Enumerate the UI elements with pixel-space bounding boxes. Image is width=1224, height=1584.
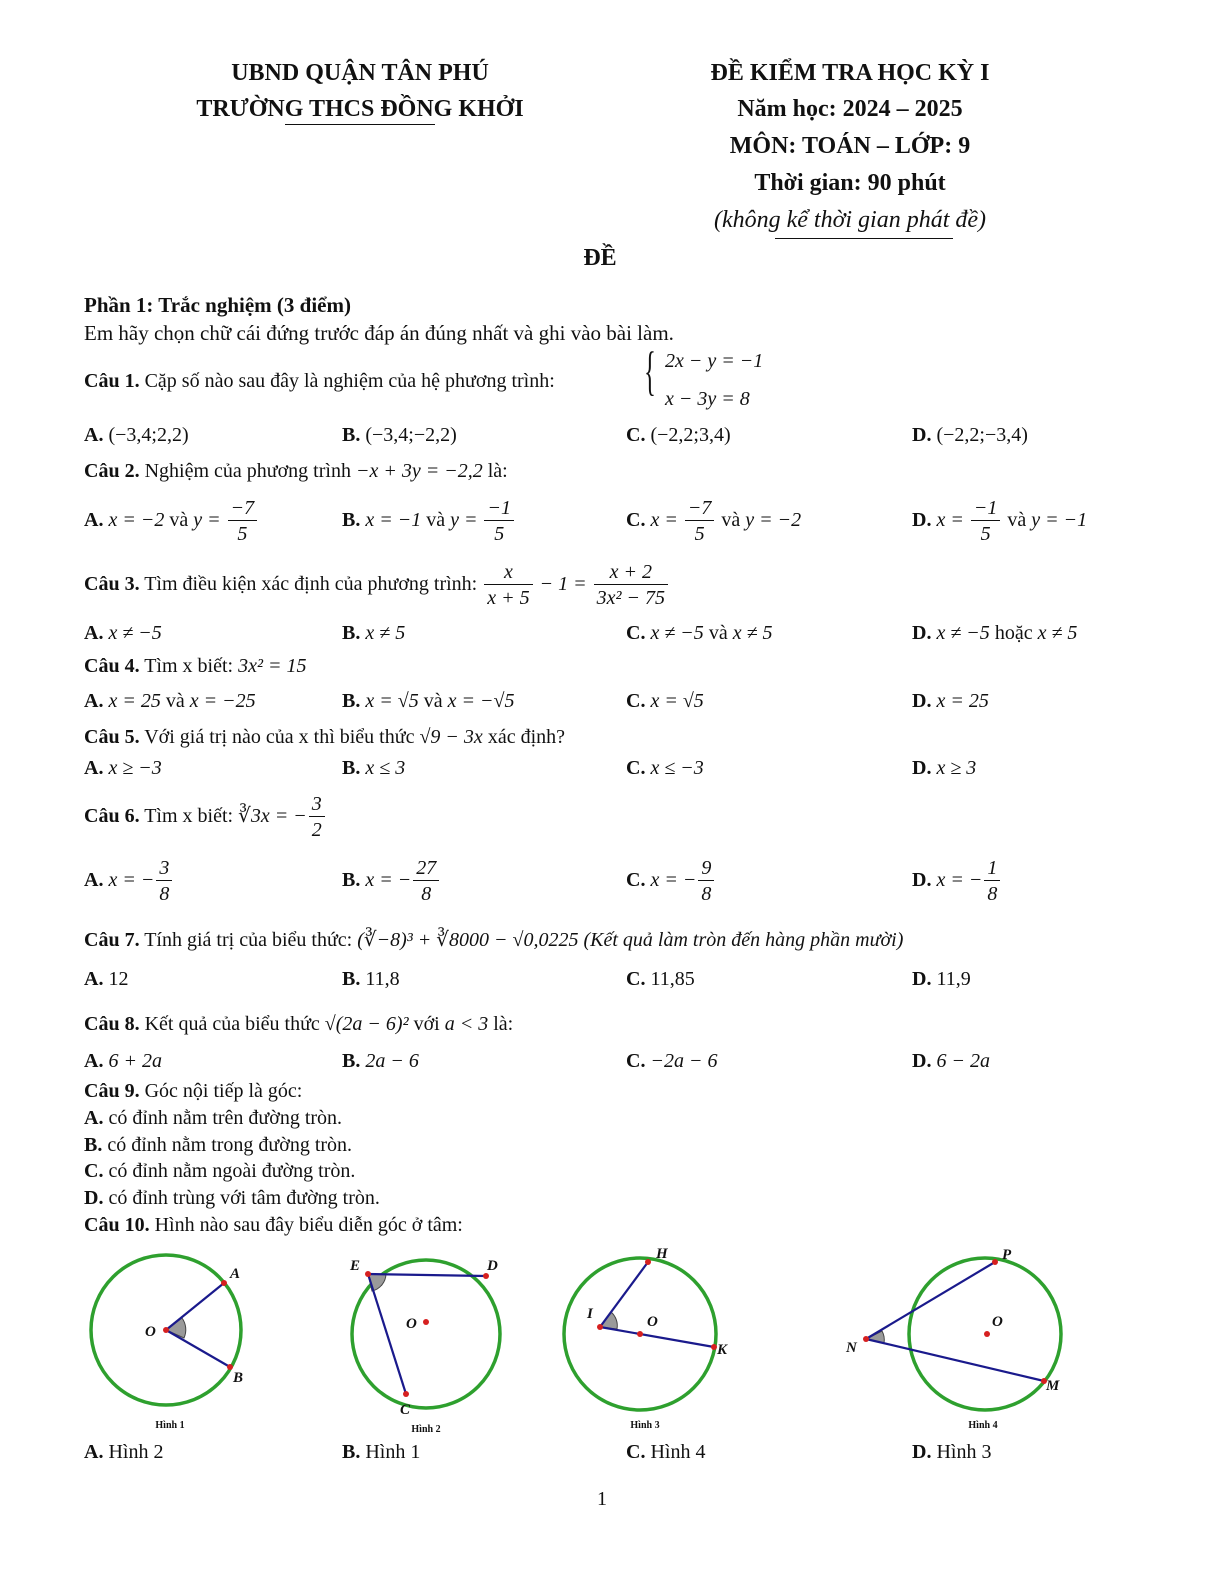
fig1-label-o: O xyxy=(145,1324,156,1340)
fig2-label-o: O xyxy=(406,1316,417,1332)
school-name: TRƯỜNG THCS ĐỒNG KHỞI xyxy=(196,96,524,122)
question-10: Câu 10. Hình nào sau đây biểu diễn góc ở tâm: xyxy=(84,1214,463,1236)
fig1-point-a xyxy=(221,1280,227,1286)
fig3-label-o: O xyxy=(647,1314,658,1330)
q9-option-c[interactable]: C. có đỉnh nằm ngoài đường tròn. xyxy=(84,1160,356,1182)
q5-option-d[interactable]: D. x ≥ 3 xyxy=(912,757,977,779)
fig2-point-e xyxy=(365,1271,371,1277)
fig4-point-n xyxy=(863,1336,869,1342)
q6-option-d[interactable]: D. x = − $\frac{1}{8}$ xyxy=(912,856,1002,907)
fig2-segment-ec xyxy=(368,1274,406,1394)
q7-option-d[interactable]: D. 11,9 xyxy=(912,968,971,990)
brace-icon: { xyxy=(644,341,656,401)
q10-option-d[interactable]: D. Hình 3 xyxy=(912,1441,992,1463)
q10-option-c[interactable]: C. Hình 4 xyxy=(626,1441,706,1463)
q6-option-a[interactable]: A. x = − $\frac{3}{8}$ xyxy=(84,856,174,907)
question-9: Câu 9. Góc nội tiếp là góc: xyxy=(84,1080,303,1102)
exam-time: Thời gian: 90 phút xyxy=(754,170,946,196)
fig2-caption: Hình 2 xyxy=(411,1424,441,1435)
fig3-label-h: H xyxy=(656,1246,668,1262)
q1-eq1: 2x − y = −1 xyxy=(665,350,764,372)
question-3: Câu 3. Tìm điều kiện xác định của phương trình: $\frac{x}{x + 5}$ − 1 = $\frac{x + 2}{\text{3x² − 75}}$ xyxy=(84,560,670,611)
q1-option-b[interactable]: B. (−3,4;−2,2) xyxy=(342,424,457,446)
q5-expression: √9 − 3x xyxy=(419,726,483,748)
q1-text: Cặp số nào sau đây là nghiệm của hệ phương trình: xyxy=(144,370,555,392)
fig4-point-p xyxy=(992,1259,998,1265)
fig3-label-i: I xyxy=(587,1306,593,1322)
fig1-caption: Hình 1 xyxy=(155,1420,185,1431)
fig3-caption: Hình 3 xyxy=(630,1420,660,1431)
question-5: Câu 5. Với giá trị nào của x thì biểu thức √9 − 3x xác định? xyxy=(84,726,565,748)
fig3-label-k: K xyxy=(717,1342,728,1358)
fig1-point-o xyxy=(163,1327,169,1333)
district-name: UBND QUẬN TÂN PHÚ xyxy=(231,60,489,86)
fig2-label-d: D xyxy=(487,1258,498,1274)
question-7: Câu 7. Tính giá trị của biểu thức: (∛−8)³ + ∛8000 − √0,0225 (Kết quả làm tròn đến hàng phần mười) xyxy=(84,929,904,951)
fig2-label-c: C xyxy=(400,1402,411,1418)
fig4-label-p: P xyxy=(1002,1247,1012,1263)
fig2-point-c xyxy=(403,1391,409,1397)
q8-option-a[interactable]: A. 6 + 2a xyxy=(84,1050,162,1072)
time-note: (không kể thời gian phát đề) xyxy=(713,207,987,233)
fig3-point-h xyxy=(645,1259,651,1265)
q10-option-a[interactable]: A. Hình 2 xyxy=(84,1441,164,1463)
exam-title: ĐỀ KIỂM TRA HỌC KỲ I xyxy=(710,60,990,86)
fig1-segment-oa xyxy=(166,1283,224,1330)
fig2-point-o xyxy=(423,1319,429,1325)
subject: MÔN: TOÁN – LỚP: 9 xyxy=(729,133,971,159)
q8-expression: √(2a − 6)² xyxy=(324,1013,409,1035)
fig4-label-m: M xyxy=(1046,1378,1060,1394)
part1-instruction: Em hãy chọn chữ cái đứng trước đáp án đúng nhất và ghi vào bài làm. xyxy=(84,321,674,345)
q3-option-d[interactable]: D. x ≠ −5 hoặc x ≠ 5 xyxy=(912,622,1078,644)
fig4-segment-nm xyxy=(866,1339,1044,1381)
q3-option-a[interactable]: A. x ≠ −5 xyxy=(84,622,162,644)
q3-option-c[interactable]: C. x ≠ −5 và x ≠ 5 xyxy=(626,622,773,644)
q4-option-c[interactable]: C. x = √5 xyxy=(626,690,704,712)
fig4-segment-np xyxy=(866,1262,995,1339)
fig1-segment-ob xyxy=(166,1330,230,1367)
q4-option-d[interactable]: D. x = 25 xyxy=(912,690,989,712)
question-4: Câu 4. Tìm x biết: 3x² = 15 xyxy=(84,655,307,677)
q5-option-c[interactable]: C. x ≤ −3 xyxy=(626,757,704,779)
q1-option-d[interactable]: D. (−2,2;−3,4) xyxy=(912,424,1028,446)
q8-option-b[interactable]: B. 2a − 6 xyxy=(342,1050,419,1072)
q1-eq2: x − 3y = 8 xyxy=(665,388,750,410)
fig3-segment-ik xyxy=(600,1327,714,1347)
q7-option-c[interactable]: C. 11,85 xyxy=(626,968,695,990)
q8-option-d[interactable]: D. 6 − 2a xyxy=(912,1050,990,1072)
de-label: ĐỀ xyxy=(583,245,617,271)
q3-option-b[interactable]: B. x ≠ 5 xyxy=(342,622,406,644)
question-8: Câu 8. Kết quả của biểu thức √(2a − 6)² với a < 3 là: xyxy=(84,1013,514,1035)
q2-equation: −x + 3y = −2,2 xyxy=(355,460,483,482)
q9-option-d[interactable]: D. có đỉnh trùng với tâm đường tròn. xyxy=(84,1187,380,1209)
q6-option-c[interactable]: C. x = − $\frac{9}{8}$ xyxy=(626,856,716,907)
q2-option-d[interactable]: D. x = $\frac{-1}{5}$ và y = −1 xyxy=(912,497,1088,545)
fig1-label-b: B xyxy=(233,1370,244,1386)
fig4-point-o xyxy=(984,1331,990,1337)
fig4-label-n: N xyxy=(846,1340,857,1356)
part1-title: Phần 1: Trắc nghiệm (3 điểm) xyxy=(84,293,351,317)
fig4-caption: Hình 4 xyxy=(968,1420,998,1431)
q8-option-c[interactable]: C. −2a − 6 xyxy=(626,1050,718,1072)
q4-option-a[interactable]: A. x = 25 và x = −25 xyxy=(84,690,256,712)
q1-option-a[interactable]: A. (−3,4;2,2) xyxy=(84,424,189,446)
q6-option-b[interactable]: B. x = − $\frac{27}{8}$ xyxy=(342,856,441,907)
q7-option-a[interactable]: A. 12 xyxy=(84,968,129,990)
fig2-label-e: E xyxy=(350,1258,361,1274)
q7-option-b[interactable]: B. 11,8 xyxy=(342,968,400,990)
question-2: Câu 2. Nghiệm của phương trình −x + 3y = −2,2 là: xyxy=(84,460,508,482)
q1-option-c[interactable]: C. (−2,2;3,4) xyxy=(626,424,731,446)
q4-option-b[interactable]: B. x = √5 và x = −√5 xyxy=(342,690,515,712)
q9-option-a[interactable]: A. có đỉnh nằm trên đường tròn. xyxy=(84,1107,343,1129)
q7-expression: (∛−8)³ + ∛8000 − √0,0225 xyxy=(357,929,579,951)
fig1-label-a: A xyxy=(230,1266,241,1282)
fig4-label-o: O xyxy=(992,1314,1003,1330)
q10-option-b[interactable]: B. Hình 1 xyxy=(342,1441,421,1463)
q9-option-b[interactable]: B. có đỉnh nằm trong đường tròn. xyxy=(84,1134,353,1156)
page-number: 1 xyxy=(597,1488,607,1510)
fig3-point-o xyxy=(637,1331,643,1337)
q2-option-b[interactable]: B. x = −1 và y = $\frac{-1}{5}$ xyxy=(342,496,516,547)
q5-option-b[interactable]: B. x ≤ 3 xyxy=(342,757,406,779)
school-year: Năm học: 2024 – 2025 xyxy=(737,96,963,122)
q1-label: Câu 1. xyxy=(84,370,140,392)
fig3-point-i xyxy=(597,1324,603,1330)
q2-option-c[interactable]: C. x = $\frac{-7}{5}$ và y = −2 xyxy=(626,497,802,545)
fig3-segment-ih xyxy=(600,1262,648,1327)
q2-option-a[interactable]: A. x = −2 và y = $\frac{-7}{5}$ xyxy=(84,496,259,547)
question-6: Câu 6. Tìm x biết: ∛3x = − $\frac{3}{2}$ xyxy=(84,792,327,843)
q5-option-a[interactable]: A. x ≥ −3 xyxy=(84,757,162,779)
